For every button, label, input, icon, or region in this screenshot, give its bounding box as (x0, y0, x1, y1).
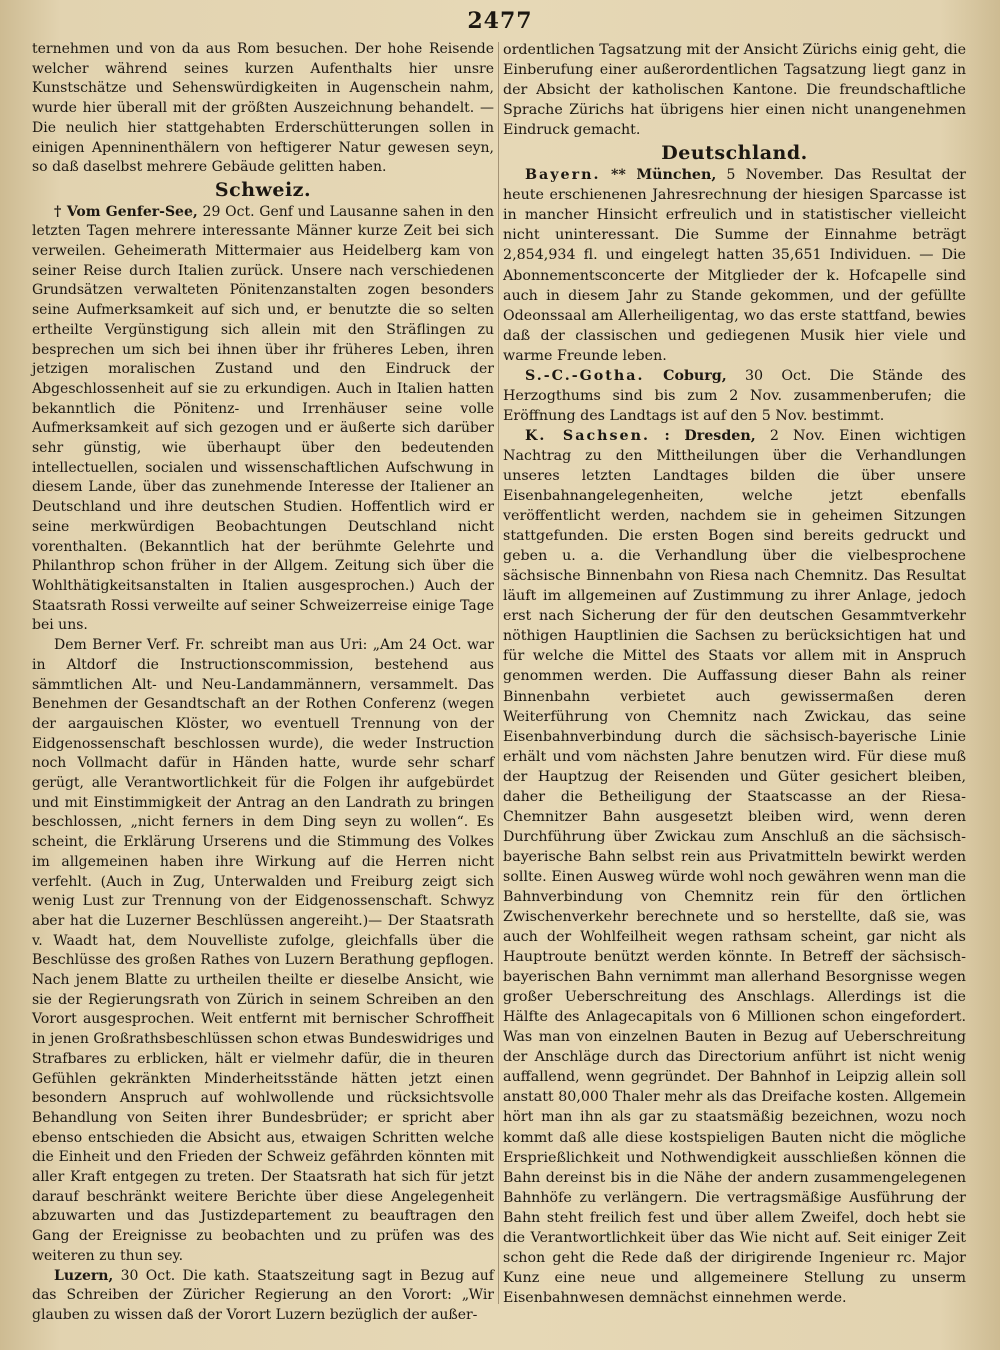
article-bayern (503, 165, 966, 365)
section-heading-deutschland: Deutschland. (661, 142, 808, 165)
state-label-sachsen: K. Sachsen. (525, 427, 650, 444)
article-text: 29 Oct. Genf und Lausanne sahen in den letzten Tagen mehrere interessante Männer kurze Zeit bei sich verweilen. Geheimerath Mittermaier aus Heidelberg kam von seiner Reise durch Italien zurück. Unsere nach verschiedenen Grundsätzen verwalteten Pönitenzanstalten zogen besonders seine Aufmerksamkeit auf sich und, er benutzte die so selten ertheilte Vergünstigung sich allein mit den Sträflingen zu besprechen um sich bei ihnen über ihr früheres Leben, ihren jetzigen moralischen Zustand und den Eindruck der Abgeschlossenheit auf sie zu erkundigen. Auch in Italien hatten bekanntlich die Pönitenz- und Irrenhäuser seine volle Aufmerksamkeit auf sich gezogen und er äußerte sich darüber sehr günstig, wie überhaupt über den bedeutenden intellectuellen, socialen und wissenschaftlichen Aufschwung in diesem Lande, über das zunehmende Interesse der Italiener an Deutschland und ihre deutschen Studien. Hoffentlich wird er seine merkwürdigen Beobachtungen Deutschland nicht vorenthalten. (Bekanntlich hat der berühmte Gelehrte und Philanthrop schon früher in der Allgem. Zeitung sich über die Wohlthätigkeitsanstalten in Italien ausgesprochen.) Auch der Staatsrath Rossi verweilte auf seiner Schweizerreise einige Tage bei uns. (32, 203, 494, 634)
article-paragraph-continued: ordentlichen Tagsatzung mit der Ansicht Zürichs einig geht, die Einberufung einer außerordentlichen Tagsatzung liegt ganz in der Absicht der katholischen Kantone. Die freundschaftliche Sprache Zürichs hat übrigens hier einen nicht unangenehmen Eindruck gemacht. (503, 42, 966, 139)
article-luzern (32, 1267, 494, 1326)
article-text: 30 Oct. Die kath. Staatszeitung sagt in Bezug auf das Schreiben der Züricher Regierung an den Vorort: „Wir glauben zu wissen daß der Vorort Luzern bezüglich der außer- (32, 1267, 494, 1323)
section-heading-schweiz: Schweiz. (214, 178, 312, 201)
left-column (32, 40, 494, 1326)
dateline-genfer-see: † Vom Genfer-See, (54, 203, 198, 220)
dateline-luzern: Luzern, (54, 1267, 114, 1284)
article-text: 2 Nov. Einen wichtigen Nachtrag zu den Mittheilungen über die Verhandlungen unseres letzten Landtages bilden die über unsere Eisenbahnangelegenheiten, welche jetzt ebenfalls veröffentlicht werden, nachdem sie in geheimen Sitzungen stattgefunden. Die ersten Bogen sind bereits gedruckt und geben u. a. die Verhandlung über die vielbesprochene sächsische Binnenbahn von Riesa nach Chemnitz. Das Resultat läuft im allgemeinen auf Zustimmung zu ihrer Anlage, jedoch erst nach Sicherung der für den deutschen Gesammtverkehr nöthigen Hauptlinien die Sachsen zu berücksichtigen hat und für welche die Mittel des Staats vor allem mit in Anspruch genommen werden. Die Auffassung dieser Bahn als reiner Binnenbahn verbietet auch gewissermaßen deren Weiterführung von Chemnitz nach Zwickau, das seine Eisenbahnverbindung durch die sächsisch-bayerische Linie erhält und vom nächsten Jahre benutzen wird. Für diese muß der Hauptzug der Reisenden und Güter gesichert bleiben, daher die Betheiligung der Staatscasse an der Riesa-Chemnitzer Bahn ausgesetzt bleiben wird, wenn deren Durchführung über Zwickau zum Anschluß an die sächsisch-bayerische Bahn selbst rein aus Privatmitteln bewirkt werden sollte. Einen Ausweg würde wohl noch gewähren wenn man die Bahnverbindung von Chemnitz rein für den örtlichen Zwischenverkehr berechnete und so herstellte, daß sie, was auch der Wohlfeilheit wegen rathsam scheint, gar nicht als Hauptroute benützt werden könnte. In Betreff der sächsisch-bayerischen Bahn vernimmt man allerhand Besorgnisse wegen großer Ueberschreitung des Anschlags. Allerdings ist die Hälfte des Anlagecapitals von 6 Millionen schon eingefordert. Was man von einzelnen Bauten in Bezug auf Ueberschreitung der Anschläge durch das Directorium anführt ist nicht wenig auffallend, wenn gegründet. Der Bahnhof in Leipzig allein soll anstatt 80,000 Thaler mehr als das Dreifache kosten. Allgemein hört man ihn als gar zu staatsmäßig bezeichnen, wozu noch kommt daß alle diese kostspieligen Bauten nicht die mögliche Ersprießlichkeit und Nothwendigkeit ausschließen können die Bahn dereinst bis in die Nähe der andern zusammengelegenen Bahnhöfe zu verlängern. Die vertragsmäßige Ausführung der Bahn steht freilich fest und über allem Zweifel, doch hebt sie die Verantwortlichkeit über das Wie nicht auf. Seit einiger Zeit schon geht die Rede daß der dirigirende Ingenieur rc. Major Kunz eine neue und allgemeinere Stellung zu unserm Eisenbahnwesen demnächst einnehmen werde. (503, 427, 966, 1306)
dateline-coburg: Coburg, (644, 367, 727, 384)
column-divider (498, 42, 499, 1304)
article-paragraph-italy: ternehmen und von da aus Rom besuchen. Der hohe Reisende welcher während seines kurzen Aufenthalts hier unsre Kunstschätze und Sehenswürdigkeiten in Augenschein nahm, wurde hier überall mit der größten Auszeichnung behandelt. — Die neulich hier stattgehabten Erderschütterungen sollen in einigen Apenninenthälern von heftigerer Natur gewesen seyn, so daß daselbst mehrere Gebäude gelitten haben. (32, 41, 494, 176)
article-berner-verf: Dem Berner Verf. Fr. schreibt man aus Uri: „Am 24 Oct. war in Altdorf die Instructionscommission, bestehend aus sämmtlichen Alt- und Neu-Landammännern, versammelt. Das Benehmen der Gesandtschaft an der Rothen Conferenz (wegen der aargauischen Klöster, wo eventuell Trennung von der Eidgenossenschaft beschlossen wurde), die weder Instruction noch Vollmacht dafür in Händen hatte, wurde sehr scharf gerügt, alle Verantwortlichkeit für die Folgen ihr aufgebürdet und mit Einstimmigkeit der Antrag an den Landrath zu bringen beschlossen, „nicht ferners in dem Ding seyn zu wollen“. Es scheint, die Erklärung Urserens und die Stimmung des Volkes im allgemeinen haben ihre Wirkung auf die Herren nicht verfehlt. (Auch in Zug, Unterwalden und Freiburg zeigt sich wenig Lust zur Trennung von der Eidgenossenschaft. Schwyz aber hat die Luzerner Beschlüssen angereiht.)— Der Staatsrath v. Waadt hat, dem Nouvelliste zufolge, gleichfalls über die Beschlüsse des großen Rathes von Luzern Berathung gepflogen. Nach jenem Blatte zu urtheilen theilte er dieselbe Ansicht, wie sie der Regierungsrath von Zürich in seinem Schreiben an den Vorort ausgesprochen. Weit entfernt mit bernischer Schroffheit in jenen Großrathsbeschlüssen schon etwas Bundeswidriges und Strafbares zu erblicken, hält er vielmehr dafür, die in theuren Gefühlen gekränkten Minderheitsstände hätten jetzt einen besondern Anspruch auf wohlwollende und rücksichtsvolle Behandlung von Seiten ihrer Bundesbrüder; er spricht aber ebenso entschieden die Absicht aus, etwaigen Schritten welche die Einheit und den Frieden der Schweiz gefährden könnten mit aller Kraft entgegen zu treten. Der Staatsrath hat sich für jetzt darauf beschränkt weitere Berichte über diese Angelegenheit abzuwarten und das Justizdepartement zu beauftragen den Gang der Ereignisse zu beobachten und zu prüfen was des weiteren zu thun sey. (32, 637, 494, 1264)
article-genfer-see (32, 203, 494, 636)
state-label-gotha: S.-C.-Gotha. (525, 367, 645, 384)
article-text: 5 November. Das Resultat der heute erschienenen Jahresrechnung der hiesigen Sparcasse ist in mancher Hinsicht erfreulich und in statistischer vielleicht nicht uninteressant. Die Summe der Einnahme beträgt 2,854,934 fl. und eingelegt hatten 35,651 Individuen. — Die Abonnementsconcerte der Mitglieder der k. Hofcapelle sind auch in diesem Jahr zu Stande gekommen, und der gefüllte Odeonssaal am Allerheiligentag, wo das erste stattfand, bewies daß der classischen und gediegenen Musik hier viele und warme Freunde leben. (503, 167, 966, 364)
article-sachsen (503, 426, 966, 1308)
page-number: 2477 (467, 8, 533, 34)
article-gotha (503, 366, 966, 426)
dateline-muenchen: ** München, (600, 167, 717, 184)
state-label-bayern: Bayern. (525, 167, 601, 184)
right-column (503, 40, 966, 1308)
dateline-dresden: : Dresden, (649, 427, 756, 444)
article-text: 30 Oct. Die Stände des Herzogthums sind bis zum 2 Nov. zusammenberufen; die Eröffnung des Landtags ist auf den 5 Nov. bestimmt. (503, 367, 966, 424)
